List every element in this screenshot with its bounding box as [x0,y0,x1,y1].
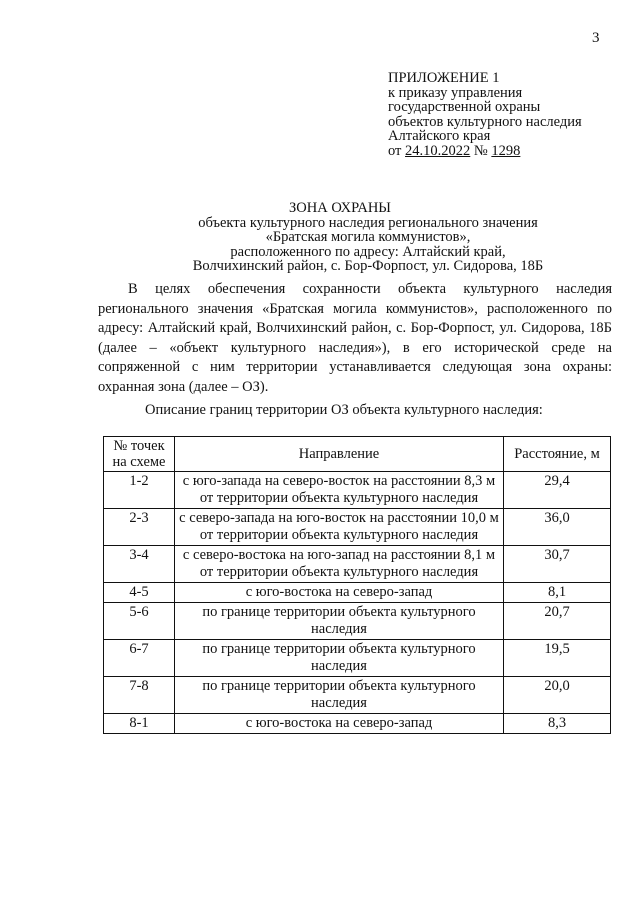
body-paragraph: В целях обеспечения сохранности объекта культурного наследия регионального значения «Братская могила коммунистов», расположенного по адресу: Алтайский край, Волчихинский район, с. Бор-Форпост, ул. Сидорова, 18Б (далее – «объект культурного наследия»), в его исторической среде на сопряженной с ним территории устанавливается следующая зона охраны: охранная зона (далее – ОЗ). [98,281,612,395]
appendix-date-line [388,144,582,159]
table-caption: Описание границ территории ОЗ объекта культурного наследия: [145,402,543,418]
appendix-block [388,71,582,158]
direction-cell: с северо-востока на юго-запад на расстоянии 8,1 м от территории объекта культурного наследия [175,546,504,583]
date-prefix: от [388,142,406,159]
points-cell: 7-8 [104,677,175,714]
direction-cell: по границе территории объекта культурного наследия [175,603,504,640]
distance-cell: 8,1 [504,583,611,603]
distance-cell: 20,0 [504,677,611,714]
heading-line: Волчихинский район, с. Бор-Форпост, ул. Сидорова, 18Б [192,258,544,274]
page-number: 3 [592,30,600,46]
table-row [104,714,611,734]
table-row [104,472,611,509]
direction-cell: по границе территории объекта культурного наследия [175,640,504,677]
points-cell: 2-3 [104,509,175,546]
appendix-line: государственной охраны [388,99,541,115]
direction-cell: по границе территории объекта культурного наследия [175,677,504,714]
header-points: № точек на схеме [104,437,175,472]
distance-cell: 29,4 [504,472,611,509]
table-header-row [104,437,611,472]
table-row [104,546,611,583]
points-cell: 4-5 [104,583,175,603]
boundary-table [103,436,611,734]
table-row [104,603,611,640]
direction-cell: с юго-запада на северо-восток на расстоянии 8,3 м от территории объекта культурного наследия [175,472,504,509]
distance-cell: 19,5 [504,640,611,677]
appendix-line: к приказу управления [388,84,523,101]
points-cell: 6-7 [104,640,175,677]
points-cell: 5-6 [104,603,175,640]
direction-cell: с юго-востока на северо-запад [175,583,504,603]
document-heading [0,201,640,274]
table-row [104,509,611,546]
distance-cell: 36,0 [504,509,611,546]
header-distance: Расстояние, м [504,437,611,472]
number-prefix: № [470,142,492,159]
direction-cell: с юго-востока на северо-запад [175,714,504,734]
points-cell: 1-2 [104,472,175,509]
distance-cell: 8,3 [504,714,611,734]
distance-cell: 20,7 [504,603,611,640]
appendix-title: ПРИЛОЖЕНИЕ 1 [388,70,500,86]
distance-cell: 30,7 [504,546,611,583]
order-date: 24.10.2022 [405,142,471,159]
points-cell: 3-4 [104,546,175,583]
order-number: 1298 [491,142,521,159]
heading-line: «Братская могила коммунистов», [265,229,471,245]
heading-line: расположенного по адресу: Алтайский край, [230,243,506,260]
appendix-line: объектов культурного наследия [388,113,582,130]
heading-title: ЗОНА ОХРАНЫ [289,200,391,216]
table-row [104,583,611,603]
heading-line: объекта культурного наследия регионального значения [198,214,538,231]
table-row [104,640,611,677]
table-row [104,677,611,714]
body-paragraph-block [98,280,612,397]
points-cell: 8-1 [104,714,175,734]
appendix-line: Алтайского края [388,128,491,144]
header-direction: Направление [175,437,504,472]
direction-cell: с северо-запада на юго-восток на расстоянии 10,0 м от территории объекта культурного наследия [175,509,504,546]
